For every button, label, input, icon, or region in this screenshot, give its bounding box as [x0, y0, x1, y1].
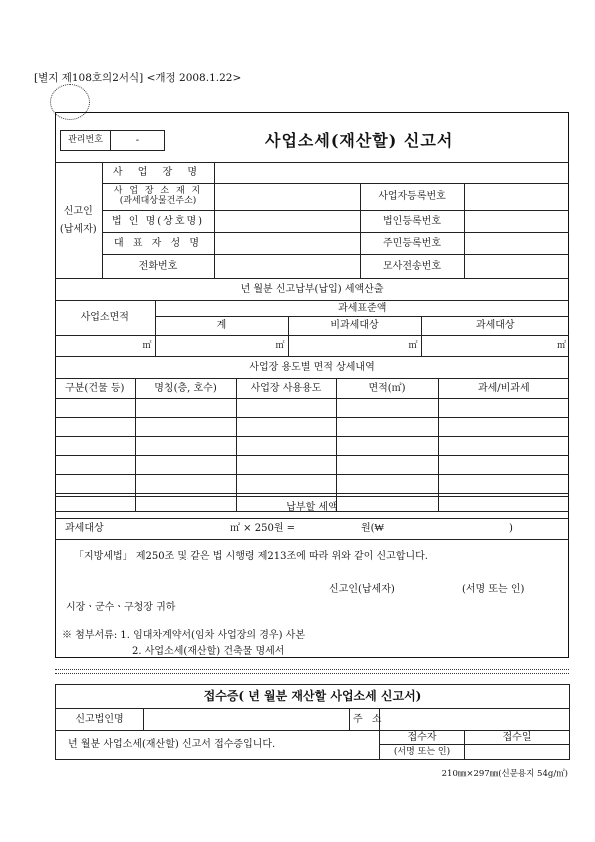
detail-cell[interactable]	[336, 418, 438, 437]
table-row	[55, 437, 569, 456]
table-row	[55, 418, 569, 437]
rep-name-field[interactable]	[214, 233, 360, 255]
table-row	[55, 456, 569, 475]
detail-cell[interactable]	[336, 456, 438, 475]
detail-cell[interactable]	[55, 399, 135, 418]
detail-cell[interactable]	[336, 399, 438, 418]
detail-cell[interactable]	[438, 437, 569, 456]
cut-line	[55, 673, 569, 674]
corp-name-label: 신고법인명	[56, 709, 144, 731]
paper-spec: 210㎜×297㎜(신문용지 54g/㎡)	[441, 769, 568, 779]
receipt-title: 접수증( 년 월분 재산할 사업소세 신고서)	[56, 685, 570, 709]
corp-name-label: 법 인 명(상호명)	[102, 211, 214, 233]
detail-cell[interactable]	[135, 399, 236, 418]
law-statement: 「지방세법」 제250조 및 같은 법 시행령 제213조에 따라 위와 같이 신고합니다.	[74, 551, 428, 562]
detail-cell[interactable]	[336, 437, 438, 456]
fax-label: 모사전송번호	[360, 255, 464, 279]
detail-cell[interactable]	[55, 437, 135, 456]
detail-header: 구분(건물 등)	[55, 379, 135, 399]
payment-close: )	[509, 523, 513, 534]
detail-cell[interactable]	[135, 437, 236, 456]
form-title: 사업소세(재산할) 신고서	[265, 131, 454, 150]
detail-header: 과세/비과세	[438, 379, 569, 399]
detail-cell[interactable]	[135, 456, 236, 475]
receipt-table	[55, 684, 570, 760]
detail-cell[interactable]	[336, 475, 438, 494]
detail-cell[interactable]	[438, 456, 569, 475]
area-value-field[interactable]	[55, 336, 155, 357]
receipt-date-label: 접수일	[465, 731, 570, 745]
payment-section-title: 납부할 세액	[55, 497, 569, 519]
payment-table	[55, 496, 569, 540]
detail-section-title: 사업장 용도별 면적 상세내역	[55, 357, 569, 379]
corp-reg-field[interactable]	[464, 211, 569, 233]
col-total-label: 계	[155, 317, 288, 336]
receipt-notice: 년 월분 사업소세(재산할) 신고서 접수증입니다.	[56, 731, 380, 760]
table-row	[55, 399, 569, 418]
reporter-side-label	[55, 163, 102, 279]
resident-no-field[interactable]	[464, 233, 569, 255]
detail-cell[interactable]	[55, 475, 135, 494]
fax-field[interactable]	[464, 255, 569, 279]
detail-cell[interactable]	[438, 418, 569, 437]
detail-table	[55, 356, 569, 512]
receipt-corp-field[interactable]	[144, 709, 350, 731]
total-value-field[interactable]	[155, 336, 288, 357]
detail-cell[interactable]	[135, 475, 236, 494]
mgmt-number-box	[60, 130, 165, 151]
tax-value-field[interactable]	[421, 336, 569, 357]
detail-cell[interactable]	[236, 399, 336, 418]
phone-label: 전화번호	[102, 255, 214, 279]
mgmt-value[interactable]: -	[111, 131, 165, 151]
reporter-label: 신고인	[63, 206, 93, 217]
detail-cell[interactable]	[236, 437, 336, 456]
payment-formula: ㎡ × 250원 =	[230, 523, 296, 534]
signer-label: 신고인(납세자)	[329, 584, 395, 595]
detail-cell[interactable]	[236, 475, 336, 494]
attachment-2: 2. 사업소세(재산할) 건축물 명세서	[132, 646, 285, 657]
nontax-value-field[interactable]	[288, 336, 421, 357]
business-name-label: 사 업 장 명	[102, 163, 214, 184]
business-address-field[interactable]	[214, 184, 360, 211]
unit-label: ㎡	[142, 340, 152, 351]
calc-table	[55, 278, 569, 357]
attachment-1: ※ 첨부서류: 1. 임대차계약서(임차 사업장의 경우) 사본	[62, 630, 305, 641]
business-address-label: 사 업 장 소 재 지	[113, 186, 203, 197]
detail-cell[interactable]	[236, 456, 336, 475]
mgmt-label: 관리번호	[61, 131, 111, 151]
area-label: 사업소면적	[55, 301, 155, 336]
rep-name-label: 대 표 자 성 명	[102, 233, 214, 255]
cut-line	[55, 669, 569, 670]
payment-row	[55, 519, 569, 540]
payment-won: 원(₩	[361, 523, 384, 534]
calc-section-title: 년 월분 신고납부(납입) 세액산출	[55, 279, 569, 301]
detail-cell[interactable]	[135, 418, 236, 437]
unit-label: ㎡	[408, 340, 418, 351]
receipt-date-field[interactable]	[465, 745, 570, 760]
receipt-address-field[interactable]	[380, 709, 570, 731]
phone-field[interactable]	[214, 255, 360, 279]
tax-standard-label: 과세표준액	[155, 301, 569, 317]
detail-header: 사업장 사용용도	[236, 379, 336, 399]
detail-cell[interactable]	[55, 456, 135, 475]
business-name-field[interactable]	[214, 163, 569, 184]
col-nontax-label: 비과세대상	[288, 317, 421, 336]
reporter-table	[55, 162, 569, 279]
receiver-label: 접수자	[380, 731, 465, 745]
table-row	[55, 475, 569, 494]
detail-cell[interactable]	[438, 399, 569, 418]
detail-cell[interactable]	[55, 418, 135, 437]
detail-header: 면적(㎡)	[336, 379, 438, 399]
business-address-sublabel: (과세대상물건주소)	[119, 196, 197, 206]
sign-note: (서명 또는 인)	[462, 584, 525, 595]
unit-label: ㎡	[557, 340, 567, 351]
taxpayer-label: (납세자)	[59, 223, 97, 235]
corp-reg-label: 법인등록번호	[360, 211, 464, 233]
business-reg-field[interactable]	[464, 184, 569, 211]
resident-no-label: 주민등록번호	[360, 233, 464, 255]
detail-cell[interactable]	[236, 418, 336, 437]
detail-header: 명칭(층, 호수)	[135, 379, 236, 399]
payment-label: 과세대상	[65, 523, 104, 534]
form-reference: [별지 제108호의2서식] <개정 2008.1.22>	[34, 72, 242, 84]
col-tax-label: 과세대상	[421, 317, 569, 336]
corp-name-field[interactable]	[214, 211, 360, 233]
receiver-sign[interactable]: (서명 또는 인)	[380, 745, 465, 760]
detail-cell[interactable]	[438, 475, 569, 494]
address-label: 주 소	[350, 709, 380, 731]
business-reg-label: 사업자등록번호	[360, 184, 464, 211]
addressee: 시장ㆍ군수ㆍ구청장 귀하	[66, 602, 176, 613]
unit-label: ㎡	[275, 340, 285, 351]
